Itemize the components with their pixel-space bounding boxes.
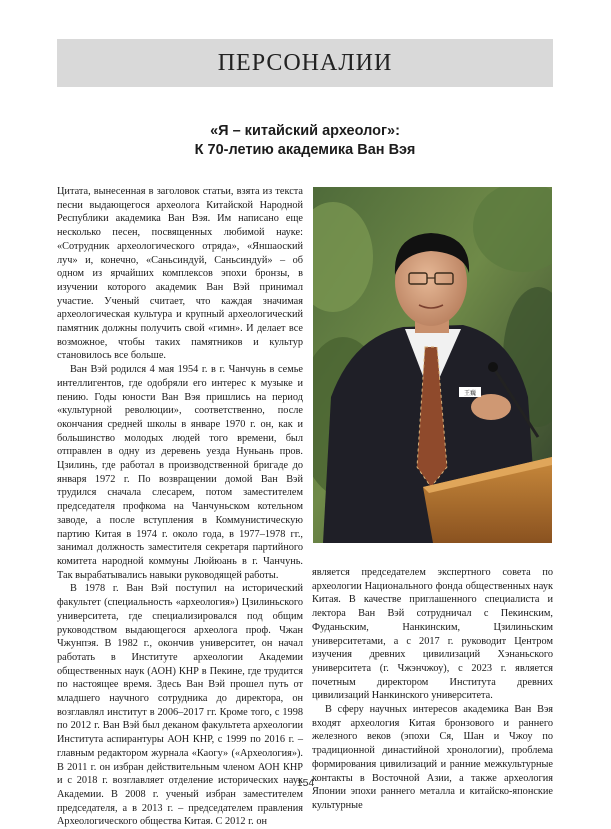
article-title-line-1: «Я – китайский археолог»: [210,123,400,139]
paragraph: является председателем экспертного совета по археологии Национального фонда общественных наук Китая. В качестве приглашенного специалиста и лектора Ван Вэй сотрудничал с Пекинским, Фуданьским, Нанкинским, Цзилиньским университетами, а с 2017 г. руководит Центром изучения древних цивилизаций Хэнаньского университета (г. Чжэнчжоу), с 2023 г. является почетным директором Института древних цивилизаций Нанкинского университета. [312,567,553,702]
right-text-column [312,566,553,813]
left-text-column [57,185,303,829]
article-title-line-2: К 70-летию академика Ван Вэя [194,142,416,158]
paragraph: В 1978 г. Ван Вэй поступил на исторический факультет (специальность «археология») Цзилиньского университета, где специализировался под общим руководством выдающегося археолога проф. Чжан Чжунпэя. В 1982 г., окончив университет, он начал работать в Институте археологии Академии общественных наук (АОН) КНР в Пекине, где трудится по настоящее время. Здесь Ван Вэй прошел путь от младшего научного сотрудника до директора, он возглавлял институт в 2006–2017 гг. Кроме того, с 1998 по 2012 г. Ван Вэй был деканом факультета археологии Института аспирантуры АОН КНР, с 1999 по 2016 г. – главным редактором журнала «Каогу» («Археология»). В 2011 г. он избран действительным членом АОН КНР и с 2018 г. возглавляет отделение исторических наук Академии. В 2008 г. ученый избран заместителем председателя, а в 2013 г. – председателем правления Археологического общества Китая. С 2012 г. он [57,583,303,828]
page-number: 154 [296,777,315,789]
section-title: ПЕРСОНАЛИИ [217,49,393,76]
paragraph: Цитата, вынесенная в заголовок статьи, взята из текста песни выдающегося археолога Китайской Народной Республики академика Ван Вэя. Им написано еще несколько песен, посвященных любимой науке: «Сотрудник археологического отряда», «Яншаоский луч» и, конечно, «Саньсиндуй, Саньсиндуй» – об одном из ярчайших комплексов эпохи бронзы, в изучении которого академик Ван Вэй принимал участие. Ученый считает, что каждая значимая археологическая культура и крупный археологический памятник должны получить свой «гимн». И делает все возможное, чтобы таких памятников и культур становилось все больше. [57,186,303,362]
portrait-photo [313,187,552,543]
paragraph: Ван Вэй родился 4 мая 1954 г. в г. Чанчунь в семье интеллигентов, где одобряли его интерес к музыке и пению. Годы юности Ван Вэя пришлись на период «культурной революции», соответственно, после окончания средней школы в январе 1970 г. он, как и большинство молодых людей того времени, был отправлен в одну из деревень уезда Нуньань пров. Цзилинь, где работал в производственной бригаде до января 1972 г. По возвращении домой Ван Вэй трудился сначала слесарем, потом заместителем председателя профкома на Чанчуньском котельном заводе, а после вступления в Коммунистическую партию Китая в 1974 г. около года, в 1977–1978 гг., занимал должность заместителя секретаря партийного комитета народной коммуны Люйюань в г. Чанчунь. Так вырабатывались навыки руководящей работы. [57,364,303,581]
name-tag-text: 王巍 [463,390,477,397]
paragraph: В сферу научных интересов академика Ван Вэя входят археология Китая бронзового и раннего железного веков (эпохи Ся, Шан и Чжоу по традиционной династийной хронологии), проблема формирования цивилизаций и ранние межкультурные контакты в Восточной Азии, а также археология Японии эпохи раннего металла и китайско-японские культурные [312,704,553,811]
article-title [57,122,553,160]
